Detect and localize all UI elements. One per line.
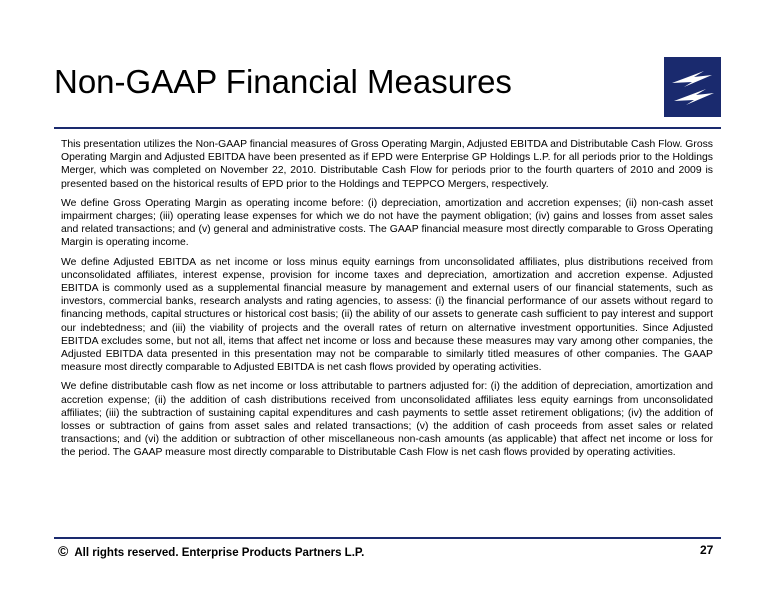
title-divider — [54, 127, 721, 129]
paragraph-adjusted-ebitda: We define Adjusted EBITDA as net income or loss minus equity earnings from unconsolidated affiliates, plus distributions received from unconsolidated affiliates, interest expense, provision for income taxes and depreciation, amortization and accretion expense. Adjusted EBITDA is commonly used as a supplemental financial measure by management and external users of our financial statements, such as investors, commercial banks, research analysts and rating agencies, to assess: (i) the financial performance of our assets without regard to financing methods, capital structures or historical cost basis; (ii) the ability of our assets to generate cash sufficient to pay interest and support our indebtedness; and (iii) the viability of projects and the overall rates of return on alternative investment opportunities. Since Adjusted EBITDA excludes some, but not all, items that affect net income or loss and because these measures may vary among other companies, the Adjusted EBITDA data presented in this presentation may not be comparable to similarly titled measures of other companies. The GAAP measure most directly comparable to Adjusted EBITDA is net cash flows provided by operating activities. — [61, 256, 713, 374]
footer — [58, 544, 364, 560]
slide-title: Non-GAAP Financial Measures — [54, 63, 512, 100]
copyright-icon: © — [58, 543, 69, 559]
lightning-bolt-logo-icon — [664, 57, 721, 117]
paragraph-distributable-cash-flow: We define distributable cash flow as net income or loss attributable to partners adjusted for: (i) the addition of depreciation, amortization and accretion expense; (ii) the addition of cash distributions received from unconsolidated affiliates less equity earnings from unconsolidated affiliates; (iii) the subtraction of sustaining capital expenditures and cash payments to settle asset retirement obligations; (iv) the addition of losses or subtraction of gains from asset sales and related transactions; (v) the addition of cash proceeds from asset sales or related transactions; and (vi) the addition or subtraction of other miscellaneous non-cash amounts (as applicable) that affect net income or loss for the period. The GAAP measure most directly comparable to Distributable Cash Flow is net cash flows provided by operating activities. — [61, 381, 713, 459]
page-number: 27 — [700, 543, 714, 557]
footer-text: All rights reserved. Enterprise Products Partners L.P. — [74, 547, 365, 559]
body-text — [61, 138, 713, 466]
footer-divider — [54, 537, 721, 539]
paragraph-gross-operating-margin: We define Gross Operating Margin as operating income before: (i) depreciation, amortization and accretion expenses; (ii) non-cash asset impairment charges; (iii) operating lease expenses for which we do not have the payment obligation; (iv) gains and losses from asset sales and related transactions; and (v) general and administrative costs. The GAAP financial measure most directly comparable to Gross Operating Margin is operating income. — [61, 197, 713, 249]
paragraph-intro: This presentation utilizes the Non-GAAP financial measures of Gross Operating Margin, Adjusted EBITDA and Distributable Cash Flow. Gross Operating Margin and Adjusted EBITDA have been presented as if EPD were Enterprise GP Holdings L.P. for all periods prior to the Holdings Merger, which was completed on November 22, 2010. Distributable Cash Flow for periods prior to the fourth quarters of 2010 and 2009 is presented based on the historical results of EPD prior to the Holdings and TEPPCO Mergers, respectively. — [61, 139, 713, 190]
